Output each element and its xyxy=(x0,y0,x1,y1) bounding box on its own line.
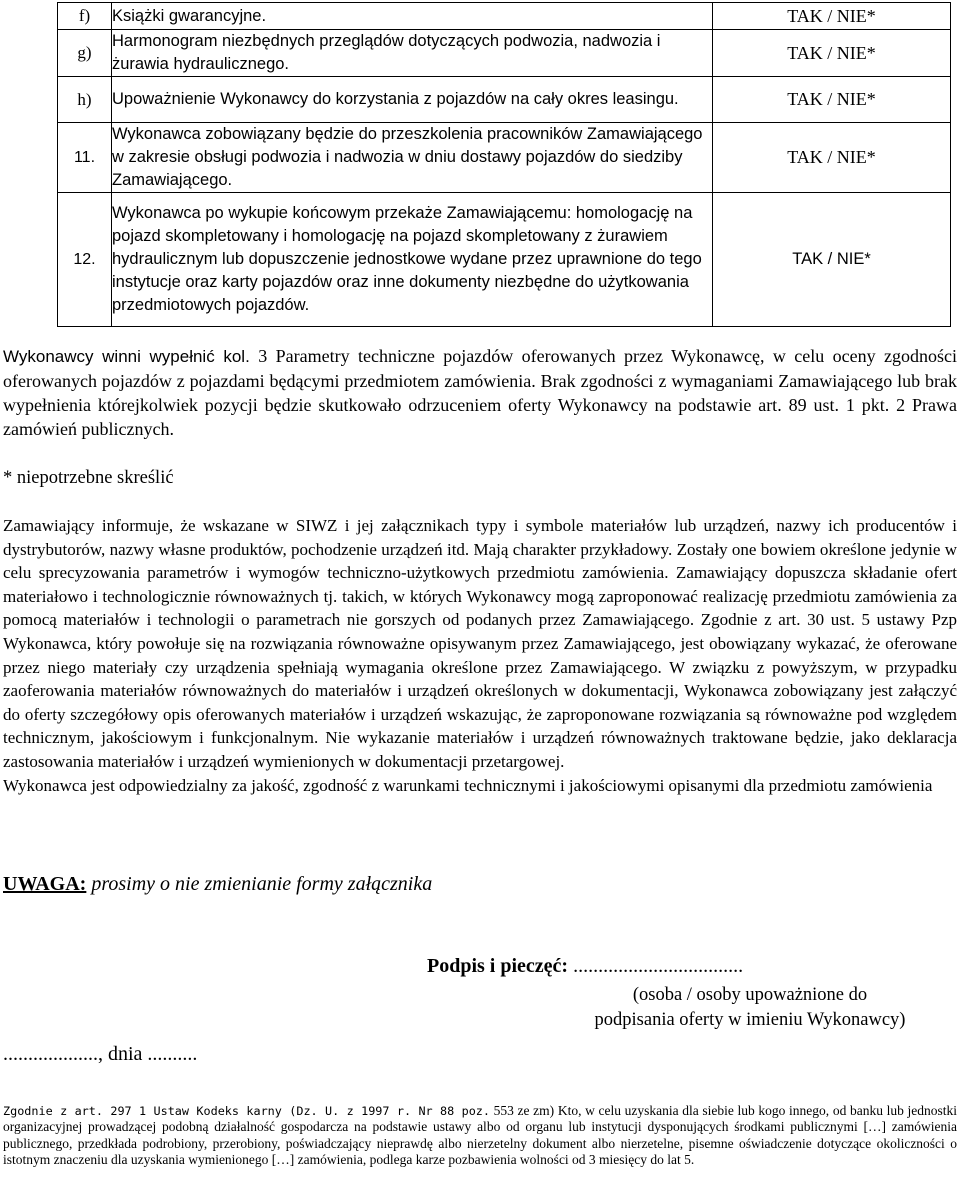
row-description: Upoważnienie Wykonawcy do korzystania z pojazdów na cały okres leasingu. xyxy=(112,77,713,123)
row-option: TAK / NIE* xyxy=(713,3,951,30)
row-description: Wykonawca zobowiązany będzie do przeszkolenia pracowników Zamawiającego w zakresie obsługi podwozia i nadwozia w dniu dostawy pojazdów do siedziby Zamawiającego. xyxy=(112,123,713,193)
penal-code-footnote xyxy=(3,1103,957,1169)
row-description: Harmonogram niezbędnych przeglądów dotyczących podwozia, nadwozia i żurawia hydraulicznego. xyxy=(112,30,713,77)
place-date-field: ..................., dnia .......... xyxy=(3,1043,198,1065)
signature-field xyxy=(427,955,947,978)
warning-label: UWAGA: xyxy=(3,873,87,895)
table-row xyxy=(58,193,951,327)
requirements-table xyxy=(57,2,951,327)
penal-code-lead: Zgodnie z art. 297 1 Ustaw Kodeks karny (Dz. U. z 1997 r. Nr 88 poz. xyxy=(3,1104,491,1118)
signature-caption xyxy=(540,983,960,1033)
signature-caption-line: podpisania oferty w imieniu Wykonawcy) xyxy=(594,1010,906,1030)
row-option: TAK / NIE* xyxy=(713,193,951,327)
row-description: Książki gwarancyjne. xyxy=(112,3,713,30)
warning-line xyxy=(3,873,432,896)
equivalence-info xyxy=(3,514,957,797)
table-row xyxy=(58,77,951,123)
row-option: TAK / NIE* xyxy=(713,123,951,193)
row-number: 11. xyxy=(58,123,112,193)
signature-caption-line: (osoba / osoby upoważnione do xyxy=(632,985,868,1005)
row-option: TAK / NIE* xyxy=(713,77,951,123)
warning-text: prosimy o nie zmienianie formy załącznika xyxy=(86,873,433,895)
signature-dots: .................................. xyxy=(568,955,744,977)
row-number: 12. xyxy=(58,193,112,327)
penal-code-text: 553 ze zm) Kto, w celu uzyskania dla siebie lub kogo innego, od banku lub jednostki organizacyjnej prowadzącej podobną działalność gospodarcza na podstawie ustawy albo od organu lub instytucji dysponujących środkami publicznymi […] zamówienia publicznego, przedkłada podrobiony, przerobiony, poświadczający nieprawdę albo nierzetelny dokument albo nierzetelne, pisemne oświadczenie dotyczące okoliczności o istotnym znaczeniu dla uzyskania wymienionego […] zamówienia, podlega karze pozbawienia wolności od 3 miesięcy do lat 5. xyxy=(3,1103,957,1168)
table-row xyxy=(58,30,951,77)
row-number: g) xyxy=(58,30,112,77)
table-row xyxy=(58,123,951,193)
signature-label: Podpis i pieczęć: xyxy=(427,955,569,977)
asterisk-footnote: * niepotrzebne skreślić xyxy=(3,468,174,488)
fill-instruction-lead: Wykonawcy winni wypełnić kol. xyxy=(3,347,250,366)
responsibility-paragraph: Wykonawca jest odpowiedzialny za jakość, zgodność z warunkami technicznymi i jakościowymi opisanymi dla przedmiotu zamówienia xyxy=(3,775,933,795)
fill-instruction-text: 3 Parametry techniczne pojazdów oferowanych przez Wykonawcę, w celu oceny zgodności oferowanych pojazdów z pojazdami będącymi przedmiotem zamówienia. Brak zgodności z wymaganiami Zamawiającego lub brak wypełnienia którejkolwiek pozycji będzie skutkowało odrzuceniem oferty Wykonawcy na podstawie art. 89 ust. 1 pkt. 2 Prawa zamówień publicznych. xyxy=(3,346,957,439)
row-number: h) xyxy=(58,77,112,123)
row-number: f) xyxy=(58,3,112,30)
table-row xyxy=(58,3,951,30)
row-option: TAK / NIE* xyxy=(713,30,951,77)
row-description: Wykonawca po wykupie końcowym przekaże Zamawiającemu: homologację na pojazd skompletowany i homologację na pojazd skompletowany z żurawiem hydraulicznym lub dopuszczenie jednostkowe wydane przez uprawnione do tego instytucje oraz karty pojazdów oraz inne dokumenty niezbędne do użytkowania przedmiotowych pojazdów. xyxy=(112,193,713,327)
fill-instruction-note xyxy=(3,344,957,441)
equivalence-paragraph: Zamawiający informuje, że wskazane w SIWZ i jej załącznikach typy i symbole materiałów lub urządzeń, nazwy ich producentów i dystrybutorów, nazwy własne produktów, pochodzenie urządzeń itd. Mają charakter przykładowy. Zostały one bowiem określone jedynie w celu sprecyzowania parametrów i wymogów techniczno-użytkowych przedmiotu zamówienia. Zamawiający dopuszcza składanie ofert materiałowo i technologicznie równoważnych tj. takich, w których Wykonawcy mogą zaproponować realizację przedmiotu zamówienia za pomocą materiałów i technologii o parametrach nie gorszych od podanych przez Zamawiającego. Zgodnie z art. 30 ust. 5 ustawy Pzp Wykonawca, który powołuje się na rozwiązania równoważne opisywanym przez Zamawiającego, jest obowiązany wykazać, że oferowane przez niego materiały czy urządzenia spełniają wymagania określone przez Zamawiającego. W związku z powyższym, w przypadku zaoferowania materiałów równoważnych do materiałów i urządzeń określonych w dokumentacji, Wykonawca zobowiązany jest załączyć do oferty szczegółowy opis oferowanych materiałów i urządzeń wskazując, że zaproponowane rozwiązania są równoważne pod względem technicznym, jakościowym i funkcjonalnym. Nie wykazanie materiałów i urządzeń równoważnych traktowane będzie, jako deklaracja zastosowania materiałów i urządzeń wymienionych w dokumentacji przetargowej. xyxy=(3,516,957,771)
